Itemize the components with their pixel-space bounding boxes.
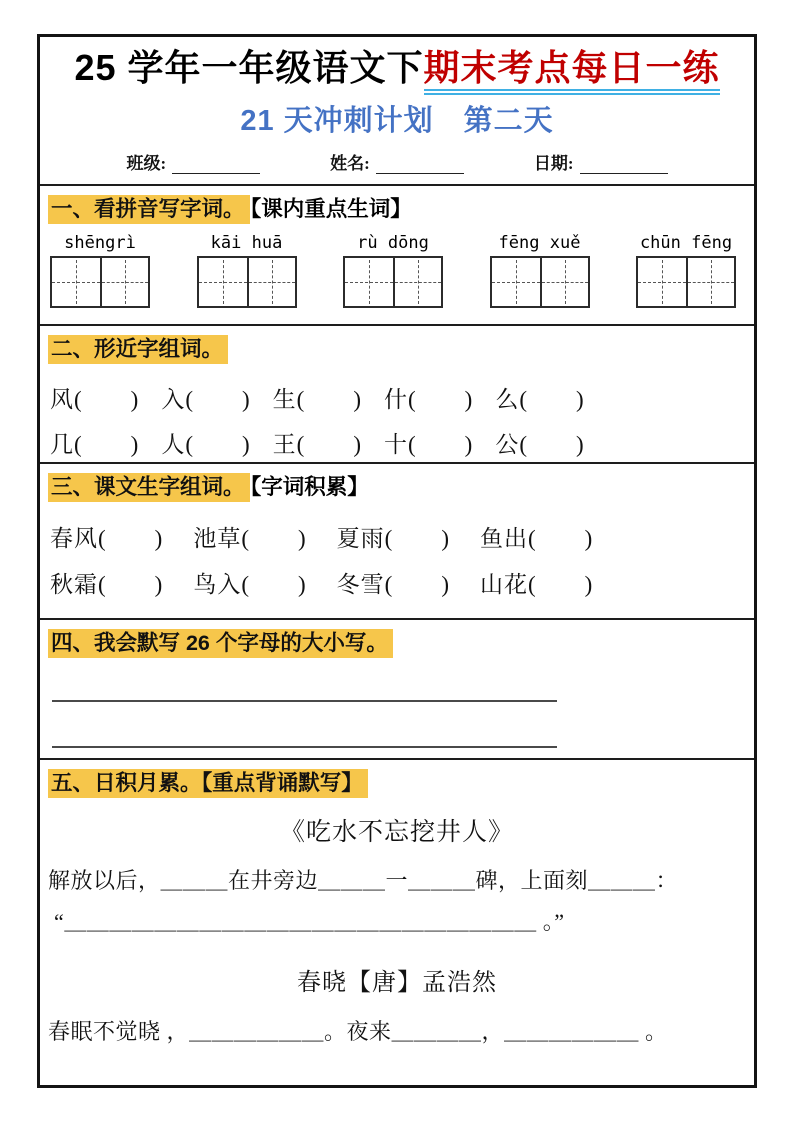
poem-1-quote-line: “＿＿＿＿＿＿＿＿＿＿＿＿＿＿＿＿＿＿＿＿＿ 。”	[54, 909, 565, 935]
word-blank-item: 公( )	[495, 432, 585, 458]
word-blank-item: 池草( )	[193, 526, 307, 552]
date-label: 日期:	[533, 154, 574, 173]
student-info-row	[46, 149, 748, 174]
section-4-heading-highlight: 四、我会默写 26 个字母的大小写。	[48, 629, 393, 658]
pinyin-group	[343, 232, 443, 308]
poem-1-fill-line: 解放以后，＿＿＿在井旁边＿＿＿一＿＿＿碑，上面刻＿＿＿：	[48, 868, 679, 894]
pinyin-label: chūn fēng	[639, 233, 733, 254]
section-1-heading	[40, 186, 754, 226]
word-blank-item: 春风( )	[50, 526, 164, 552]
grid-cell	[52, 258, 100, 306]
answer-line	[52, 700, 557, 702]
pinyin-group	[490, 232, 590, 308]
writing-grid	[50, 256, 150, 308]
poem-1-title: 《吃水不忘挖井人》	[279, 819, 514, 847]
section-5-recitation	[40, 760, 754, 1085]
title-red-part: 期末考点每日一练	[424, 47, 720, 95]
word-blank-item: 夏雨( )	[336, 526, 450, 552]
word-row	[40, 388, 754, 411]
page-title	[46, 45, 748, 90]
name-field	[330, 149, 464, 174]
word-blank-item: 王( )	[272, 432, 362, 458]
word-row	[40, 573, 754, 596]
section-2-heading-highlight: 二、形近字组词。	[48, 335, 228, 364]
word-blank-item: 山花( )	[479, 572, 594, 598]
word-row	[40, 433, 754, 456]
word-blank-item: 什( )	[383, 387, 474, 413]
section-3-heading-note: 【字词积累】	[250, 475, 369, 499]
word-blank-item: 风( )	[50, 387, 140, 413]
word-blank-item: 鸟入( )	[193, 572, 307, 598]
section-2-similar-characters	[40, 326, 754, 464]
pinyin-label: fēng xuě	[498, 233, 581, 254]
class-field	[126, 149, 260, 174]
worksheet-frame	[37, 34, 757, 1088]
section-5-heading-highlight: 五、日积月累。【重点背诵默写】	[48, 769, 368, 798]
class-label: 班级:	[126, 154, 167, 173]
word-blank-item: 秋霜( )	[50, 572, 164, 598]
section-5-heading	[40, 760, 754, 800]
grid-cell	[638, 258, 686, 306]
section-4-alphabet	[40, 620, 754, 760]
pinyin-label: rù dōng	[357, 233, 429, 254]
date-field	[534, 149, 668, 174]
word-blank-item: 十( )	[383, 432, 474, 458]
writing-grid	[490, 256, 590, 308]
word-blank-item: 人( )	[161, 432, 251, 458]
writing-grid	[636, 256, 736, 308]
date-blank-line	[580, 154, 668, 174]
pinyin-label: shēngrì	[64, 233, 136, 254]
class-blank-line	[172, 154, 260, 174]
pinyin-group	[50, 232, 150, 308]
word-blank-item: 冬雪( )	[336, 572, 450, 598]
section-3-heading	[40, 464, 754, 504]
grid-cell	[247, 258, 295, 306]
pinyin-group	[636, 232, 736, 308]
section-1-heading-highlight: 一、看拼音写字词。	[48, 195, 250, 224]
pinyin-row	[40, 226, 754, 308]
grid-cell	[393, 258, 441, 306]
word-blank-item: 生( )	[272, 387, 362, 413]
grid-cell	[686, 258, 734, 306]
writing-grid	[197, 256, 297, 308]
answer-line	[52, 746, 557, 748]
poem-2-fill-line: 春眠不觉晓 ，＿＿＿＿＿＿。夜来＿＿＿＿，＿＿＿＿＿＿ 。	[48, 1019, 668, 1045]
word-blank-item: 入( )	[161, 387, 251, 413]
section-3-heading-highlight: 三、课文生字组词。	[48, 473, 250, 502]
grid-cell	[100, 258, 148, 306]
worksheet-header	[40, 37, 754, 186]
title-black-part: 25 学年一年级语文下	[74, 47, 424, 88]
word-row	[40, 527, 754, 550]
word-blank-item: 么( )	[495, 387, 585, 413]
section-3-text-words	[40, 464, 754, 620]
section-2-heading	[40, 326, 754, 366]
name-label: 姓名:	[330, 154, 370, 173]
grid-cell	[540, 258, 588, 306]
grid-cell	[345, 258, 393, 306]
grid-cell	[492, 258, 540, 306]
grid-cell	[199, 258, 247, 306]
poem-2-title: 春晓【唐】孟浩然	[297, 970, 497, 997]
name-blank-line	[376, 154, 464, 174]
word-blank-item: 几( )	[50, 432, 140, 458]
pinyin-group	[197, 232, 297, 308]
pinyin-label: kāi huā	[210, 233, 283, 254]
word-blank-item: 鱼出( )	[479, 526, 594, 552]
writing-grid	[343, 256, 443, 308]
section-1-heading-note: 【课内重点生词】	[250, 197, 412, 221]
section-1-pinyin	[40, 186, 754, 326]
section-4-heading	[40, 620, 754, 660]
page-subtitle: 21 天冲刺计划 第二天	[240, 105, 554, 137]
